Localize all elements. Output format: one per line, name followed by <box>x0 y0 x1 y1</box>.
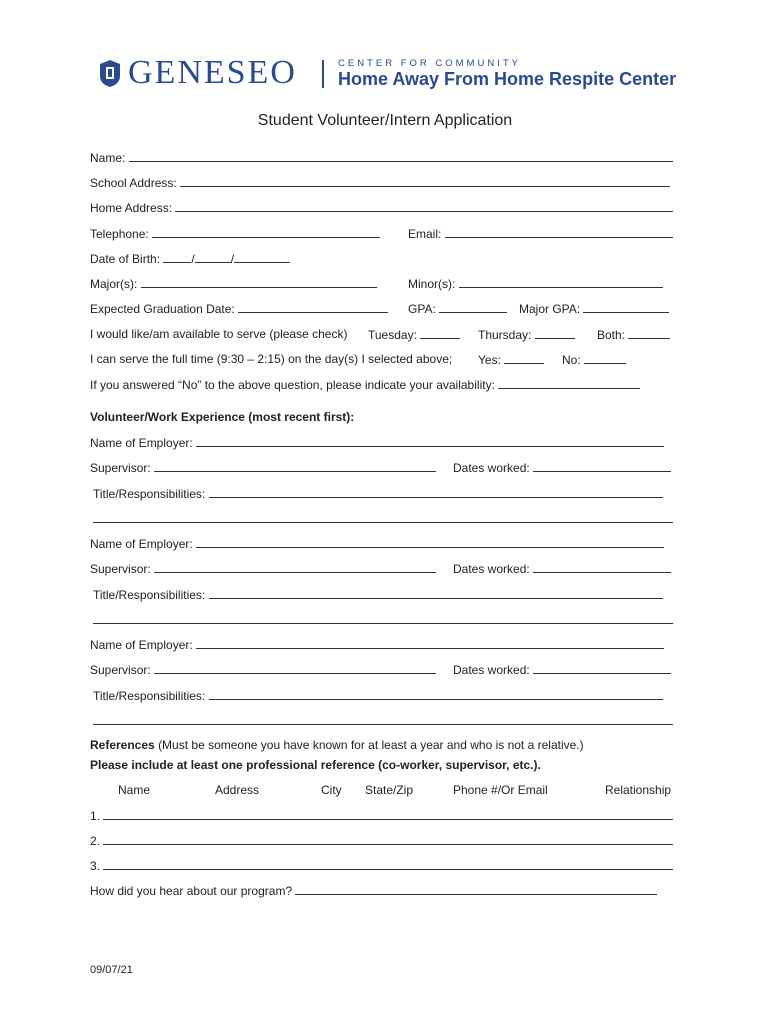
minors-label: Minor(s): <box>408 277 456 291</box>
employer-field-2[interactable] <box>196 536 664 548</box>
title-field-1[interactable] <box>209 486 663 498</box>
employer-field-1[interactable] <box>196 435 664 447</box>
major-gpa-label: Major GPA: <box>519 302 581 316</box>
name-row <box>90 150 673 165</box>
dob-month-field[interactable] <box>163 251 191 263</box>
majors-label: Major(s): <box>90 277 138 291</box>
references-heading-note: (Must be someone you have known for at least a year and who is not a relative.) <box>158 738 584 752</box>
hear-field[interactable] <box>295 883 657 895</box>
employer-row-2 <box>90 536 664 551</box>
reference-row-1 <box>90 808 673 823</box>
employer-row-3 <box>90 637 664 652</box>
references-note: Please include at least one professional reference (co-worker, supervisor, etc.). <box>90 758 541 772</box>
employer-field-3[interactable] <box>196 637 664 649</box>
dates-row-2 <box>453 561 671 576</box>
no-row <box>562 352 626 367</box>
name-label: Name: <box>90 151 126 165</box>
title-row-3 <box>93 688 663 703</box>
majors-field[interactable] <box>141 276 377 288</box>
ref-col-phone-email: Phone #/Or Email <box>453 783 548 797</box>
grad-date-row <box>90 301 388 316</box>
home-address-field[interactable] <box>175 200 673 212</box>
email-label: Email: <box>408 227 442 241</box>
both-check-field[interactable] <box>628 327 670 339</box>
ref-col-relationship: Relationship <box>605 783 672 797</box>
hear-label: How did you hear about our program? <box>90 884 293 898</box>
reference-field-3[interactable] <box>103 858 673 870</box>
no-label: No: <box>562 353 581 367</box>
school-address-label: School Address: <box>90 176 177 190</box>
employer-label: Name of Employer: <box>90 638 193 652</box>
tagline-main: Home Away From Home Respite Center <box>338 69 677 89</box>
dob-year-field[interactable] <box>234 251 290 263</box>
fulltime-row <box>90 352 452 366</box>
yes-row <box>478 352 544 367</box>
reference-number: 2. <box>90 834 101 848</box>
title-label: Title/Responsibilities: <box>93 689 206 703</box>
major-gpa-row <box>519 301 669 316</box>
header-logo <box>98 54 678 94</box>
supervisor-label: Supervisor: <box>90 461 151 475</box>
supervisor-field-3[interactable] <box>154 662 436 674</box>
title-row-1 <box>93 486 663 501</box>
reference-field-1[interactable] <box>103 808 673 820</box>
title-field-2[interactable] <box>209 587 663 599</box>
thursday-label: Thursday: <box>478 328 532 342</box>
references-heading-row <box>90 738 584 752</box>
fulltime-label: I can serve the full time (9:30 – 2:15) on the day(s) I selected above; <box>90 352 453 366</box>
title-field-3[interactable] <box>209 688 663 700</box>
title-continue-field-3[interactable] <box>93 713 673 725</box>
thursday-row <box>478 327 575 342</box>
email-row <box>408 226 673 241</box>
geneseo-seal-icon <box>98 58 122 88</box>
employer-row-1 <box>90 435 664 450</box>
tuesday-row <box>368 327 460 342</box>
dates-field-3[interactable] <box>533 662 671 674</box>
title-label: Title/Responsibilities: <box>93 588 206 602</box>
major-gpa-field[interactable] <box>583 301 669 313</box>
form-title: Student Volunteer/Intern Application <box>257 112 513 129</box>
email-field[interactable] <box>445 226 673 238</box>
dates-row-3 <box>453 662 671 677</box>
title-label: Title/Responsibilities: <box>93 487 206 501</box>
title-continue-row-1 <box>93 511 673 526</box>
school-address-field[interactable] <box>180 175 670 187</box>
telephone-label: Telephone: <box>90 227 149 241</box>
dates-label: Dates worked: <box>453 461 530 475</box>
title-continue-row-2 <box>93 612 673 627</box>
tuesday-check-field[interactable] <box>420 327 460 339</box>
yes-check-field[interactable] <box>504 352 544 364</box>
reference-row-2 <box>90 833 673 848</box>
supervisor-row-2 <box>90 561 436 576</box>
gpa-field[interactable] <box>439 301 507 313</box>
tagline-top: CENTER FOR COMMUNITY <box>338 58 521 69</box>
no-check-field[interactable] <box>584 352 626 364</box>
title-row-2 <box>93 587 663 602</box>
reference-number: 1. <box>90 809 101 823</box>
majors-row <box>90 276 377 291</box>
school-address-row <box>90 175 670 190</box>
title-continue-row-3 <box>93 713 673 728</box>
dates-label: Dates worked: <box>453 562 530 576</box>
home-address-row <box>90 200 673 215</box>
ref-col-city: City <box>321 783 342 797</box>
gpa-label: GPA: <box>408 302 436 316</box>
tuesday-label: Tuesday: <box>368 328 417 342</box>
brand-name: GENESEO <box>128 54 297 91</box>
ref-col-state-zip: State/Zip <box>365 783 414 797</box>
reference-number: 3. <box>90 859 101 873</box>
dates-label: Dates worked: <box>453 663 530 677</box>
supervisor-label: Supervisor: <box>90 562 151 576</box>
supervisor-field-1[interactable] <box>154 460 436 472</box>
name-field[interactable] <box>129 150 673 162</box>
dob-row: Date of Birth: / / <box>90 251 290 266</box>
experience-heading: Volunteer/Work Experience (most recent first): <box>90 410 355 424</box>
dob-label: Date of Birth: <box>90 252 161 266</box>
employer-label: Name of Employer: <box>90 436 193 450</box>
home-address-label: Home Address: <box>90 201 173 215</box>
reference-row-3 <box>90 858 673 873</box>
ref-col-name: Name <box>118 783 151 797</box>
dob-day-field[interactable] <box>195 251 231 263</box>
references-heading: References <box>90 738 155 752</box>
dates-field-2[interactable] <box>533 561 671 573</box>
supervisor-row-3 <box>90 662 436 677</box>
dates-row-1 <box>453 460 671 475</box>
footer-date: 09/07/21 <box>90 964 133 976</box>
supervisor-label: Supervisor: <box>90 663 151 677</box>
grad-date-label: Expected Graduation Date: <box>90 302 235 316</box>
serve-label: I would like/am available to serve (please check) <box>90 327 348 341</box>
telephone-field[interactable] <box>152 226 380 238</box>
minors-field[interactable] <box>459 276 663 288</box>
ref-col-address: Address <box>215 783 260 797</box>
both-label: Both: <box>597 328 626 342</box>
logo-divider <box>322 60 324 88</box>
serve-row <box>90 327 347 341</box>
yes-label: Yes: <box>478 353 501 367</box>
title-continue-field-2[interactable] <box>93 612 673 624</box>
availability-label: If you answered “No” to the above question, please indicate your availability: <box>90 378 495 392</box>
telephone-row <box>90 226 380 241</box>
availability-field[interactable] <box>498 377 640 389</box>
dates-field-1[interactable] <box>533 460 671 472</box>
minors-row <box>408 276 663 291</box>
employer-label: Name of Employer: <box>90 537 193 551</box>
availability-row <box>90 377 640 392</box>
title-continue-field-1[interactable] <box>93 511 673 523</box>
grad-date-field[interactable] <box>238 301 388 313</box>
reference-field-2[interactable] <box>103 833 673 845</box>
thursday-check-field[interactable] <box>535 327 575 339</box>
supervisor-row-1 <box>90 460 436 475</box>
gpa-row <box>408 301 507 316</box>
both-row <box>597 327 670 342</box>
supervisor-field-2[interactable] <box>154 561 436 573</box>
hear-row <box>90 883 657 898</box>
